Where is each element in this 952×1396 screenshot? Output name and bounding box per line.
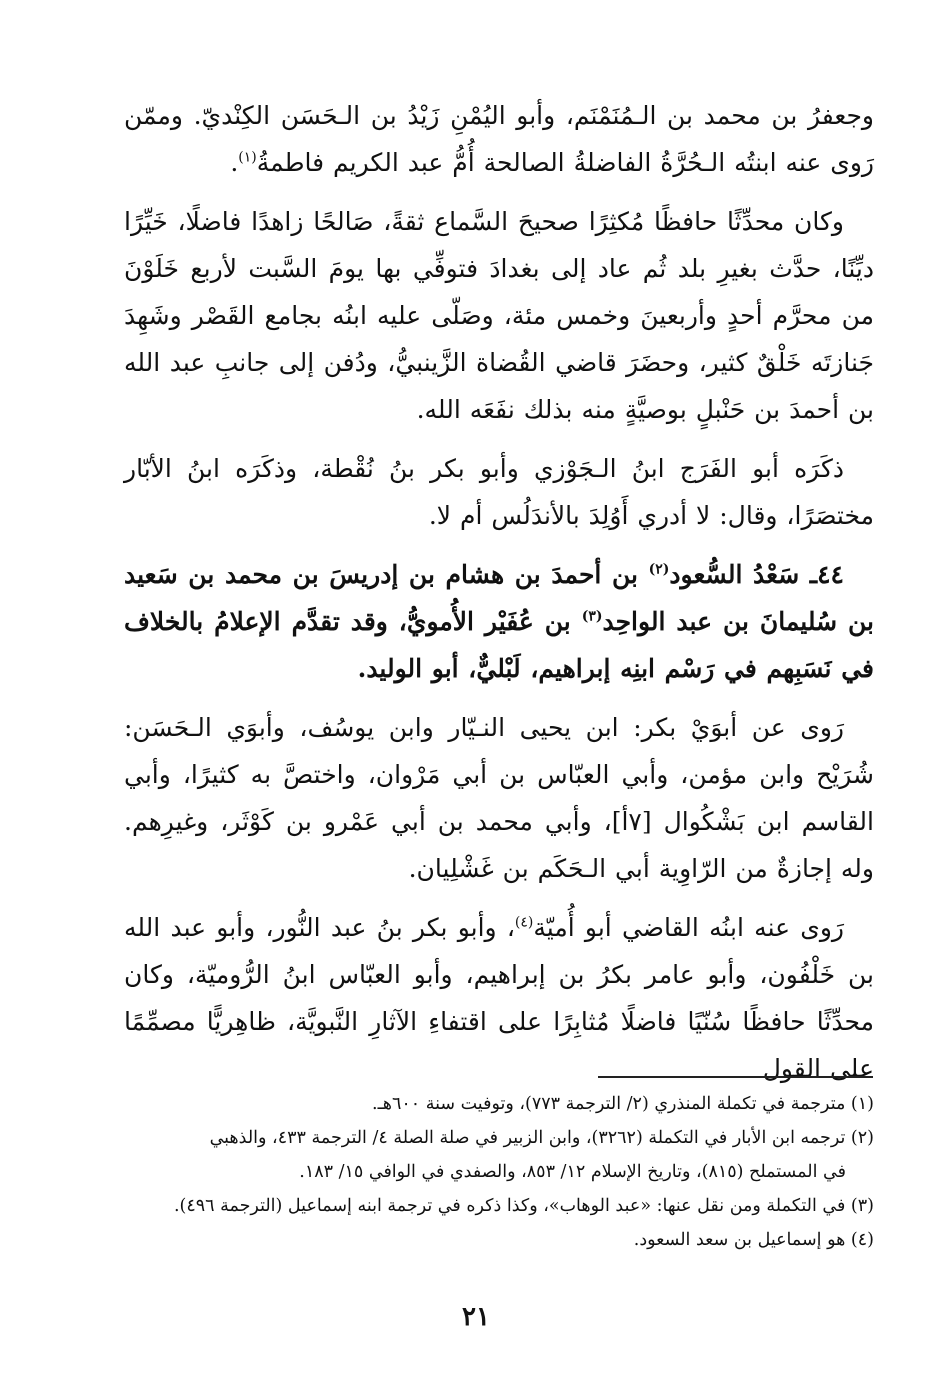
footnote-3: (٣) في التكملة ومن نقل عنها: «عبد الوهاب»، وكذا ذكره في ترجمة ابنه إسماعيل (الترجمة ٤٩٦). [173, 1196, 874, 1216]
entry-lineage: بن أحمدَ بن هشام بن إدريسَ بن محمد بن سَعيد بن سُليمانَ بن عبد الواحِد [124, 560, 875, 636]
paragraph-2: وكان محدِّثًا حافظًا مُكثِرًا صحيحَ السَّماع ثقةً، صَالحًا زاهدًا فاضلًا، خَيِّرًا ديِّنًا، حدَّث بغيرِ بلد ثُم عاد إلى بغدادَ فتوفِّي بها يومَ السَّبت لأربع خَلَوْنَ من محرَّم أحدٍ وأربعينَ وخمس مئة، وصَلّى عليه ابنُه بجامع القَصْر وشَهِدَ جَنازتَه خَلْقٌ كثير، وحضَرَ قاضي القُضاة الزَّينبيُّ، ودُفن إلى جانبِ عبد الله بن أحمدَ بن حَنْبلٍ بوصيَّةٍ منه بذلك نفَعَه الله. [124, 207, 874, 424]
footnote-2: (٢) ترجمه ابن الأبار في التكملة (٣٢٦٢)، وابن الزبير في صلة الصلة ٤/ الترجمة ٤٣٣، والذهبي [209, 1128, 874, 1148]
footnote-2-continued: في المستملح (٨١٥)، وتاريخ الإسلام ١٢/ ٨٥٣، والصفدي في الوافي ١٥/ ١٨٣. [299, 1162, 846, 1182]
paragraph-6-start: رَوى عنه ابنُه القاضي أبو أُميّة [533, 913, 844, 942]
footnote-ref-4[interactable]: (٤) [514, 914, 534, 931]
footnotes [130, 1088, 874, 1258]
footnote-ref-3[interactable]: (٣) [581, 608, 603, 625]
footnote-ref-2[interactable]: (٢) [648, 561, 670, 578]
biography-entry-heading [124, 551, 874, 692]
footnote-ref-1[interactable]: (١) [238, 149, 257, 166]
paragraph-5: رَوى عن أبوَيْ بكر: ابن يحيى النـيّار وابن يوسُف، وأبوَي الـحَسَن: شُرَيْح وابن مؤمن، وأبي العبّاس بن أبي مَرْوان، واختصَّ به كثيرًا، وأبي القاسم ابن بَشْكُوال [٧أ]، وأبي محمد بن أبي عَمْرو بن كَوْثَر، وغيرِهم. وله إجازةٌ من الرّاوِية أبي الـحَكَم بن غَشْلِيان. [124, 713, 874, 883]
footnote-separator [598, 1076, 873, 1078]
paragraph-6 [124, 904, 874, 1092]
page-number: ٢١ [462, 1302, 490, 1332]
footnote-4: (٤) هو إسماعيل بن سعد السعود. [633, 1230, 874, 1250]
entry-number-name: ٤٤ـ سَعْدُ السُّعود [669, 560, 844, 589]
paragraph-1-text: وجعفرُ بن محمد بن الـمُنَمْنَم، وأبو اليُمْنِ زَيْدُ بن الـحَسَن الكِنْديّ. وممّن رَوى عنه ابنتُه الـحُرَّةُ الفاضلةُ الصالحة أُمُّ عبد الكريم فاطمةُ [124, 101, 874, 177]
entry-lineage-end: بن عُفَيْر الأُمويُّ، وقد تقدَّم الإعلامُ بالخلاف في نَسَبِهم في رَسْم ابنِه إبراهيم، لَبْليٌّ، أبو الوليد. [124, 607, 874, 683]
paragraph-1 [124, 92, 874, 186]
main-text [124, 92, 874, 1104]
paragraph-1-end: . [230, 148, 239, 177]
paragraph-6-rest: ، وأبو بكر بنُ عبد النُّور، وأبو عبد الله بن خَلْفُون، وأبو عامر بكرُ بن إبراهيم، وأبو العبّاس ابنُ الرُّوميّة، وكان محدِّثًا حافظًا سُنّيًا فاضلًا مُثابِرًا على اقتفاءِ الآثارِ النَّبويَّة، ظاهِريًّا مصمِّمًا على القول [124, 913, 874, 1083]
paragraph-3: ذكَرَه أبو الفَرَج ابنُ الـجَوْزي وأبو بكر بنُ نُقْطة، وذكَرَه ابنُ الأبّار مختصَرًا، وقال: لا أدري أَوُلِدَ بالأندَلُس أم لا. [124, 454, 874, 530]
footnote-1: (١) مترجمة في تكملة المنذري (٢/ الترجمة ٧٧٣)، وتوفيت سنة ٦٠٠هـ. [372, 1094, 874, 1114]
